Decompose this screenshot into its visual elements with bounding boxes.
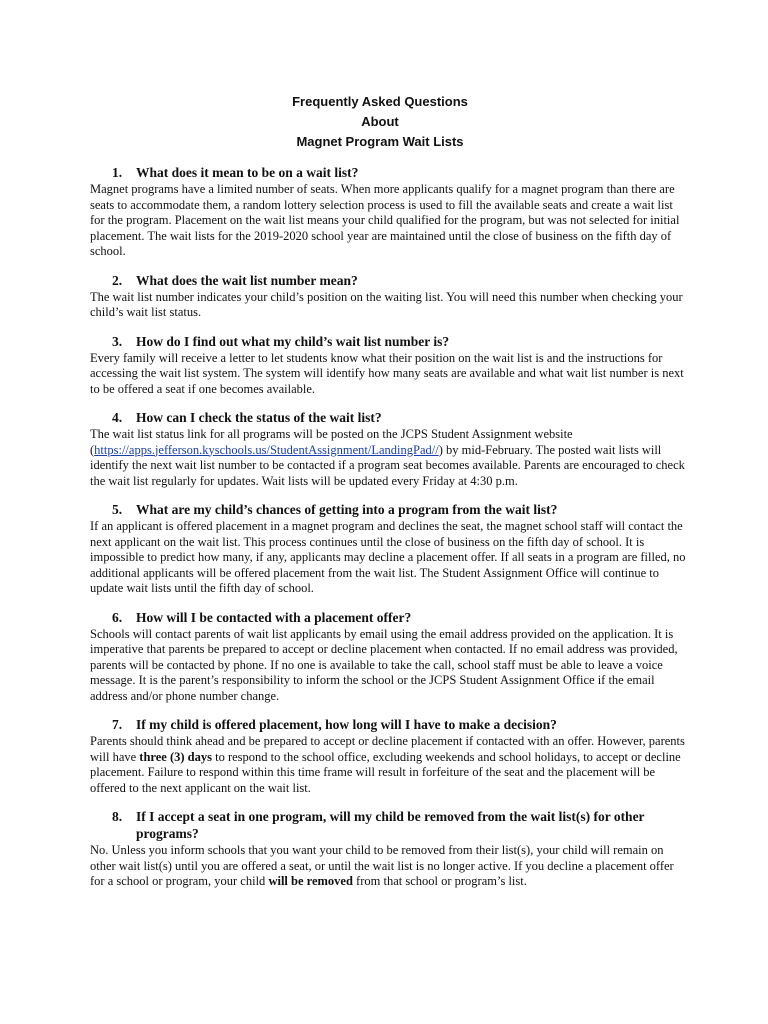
faq-question-text: What does it mean to be on a wait list? [136,165,359,180]
faq-answer-emphasis: three (3) days [139,749,212,764]
faq-item-2 [90,272,690,321]
faq-item-4 [90,409,690,489]
faq-question [90,501,690,518]
faq-answer: The wait list number indicates your child’s position on the waiting list. You will need this number when checking your child’s wait list status. [90,289,683,319]
faq-question [90,164,690,181]
faq-question-text: If I accept a seat in one program, will my child be removed from the wait list(s) for other programs? [136,809,645,841]
faq-question [90,272,690,289]
faq-question-text: How do I find out what my child’s wait list number is? [136,333,450,349]
faq-item-1 [90,164,690,260]
faq-answer: Schools will contact parents of wait list applicants by email using the email address provided on the application. It is imperative that parents be prepared to accept or decline placement when contacted. If no email address was provided, parents will be contacted by phone. If no one is available to take the call, school staff must be able to leave a voice message. It is the parent’s responsibility to inform the school or the JCPS Student Assignment Office if the email address and/or phone number change. [90,626,678,703]
faq-answer: Every family will receive a letter to let students know what their position on the wait list is and the instructions for accessing the wait list system. The system will identify how many seats are available and what wait list number is next to be offered a seat if one becomes available. [90,350,684,396]
faq-question-text: How will I be contacted with a placement offer? [136,609,412,625]
faq-question-text: What does the wait list number mean? [136,272,358,288]
faq-question [90,609,690,626]
title-line-3: Magnet Program Wait Lists [296,134,464,149]
faq-answer [90,734,690,796]
faq-answer-text: ) by mid-February. The posted wait lists will identify the next wait list number to be contacted if a program seat becomes available. Parents are encouraged to check the wait list regularly for updates. Wait lists will be updated every Friday at 4:30 p.m. [90,442,685,488]
faq-number: 2. [112,272,123,288]
faq-answer: If an applicant is offered placement in a magnet program and declines the seat, the magnet school staff will contact the next applicant on the wait list. This process continues until the close of business on the fifth day of school. It is impossible to predict how many, if any, applicants may decline a placement offer. If all seats in a program are filled, no additional applicants will be offered placement from the wait list. The Student Assignment Office will continue to update wait lists until the fifth day of school. [90,519,686,595]
faq-number: 6. [112,609,123,625]
faq-item-6 [90,609,690,705]
faq-number: 5. [112,502,123,517]
faq-number: 4. [112,410,123,425]
faq-item-7 [90,716,690,796]
faq-number: 3. [112,333,123,349]
document-page [90,92,690,890]
document-title [90,92,670,152]
faq-question [90,716,690,733]
faq-answer-text: from that school or program’s list. [352,874,527,888]
faq-answer-text: No. Unless you inform schools that you want your child to be removed from their list(s), your child will remain on other wait list(s) until you are offered a seat, or until the wait list is no longer active. If you decline a placement offer for a school or program, your child [90,843,674,888]
faq-answer [90,843,690,890]
faq-question-text: If my child is offered placement, how long will I have to make a decision? [136,717,557,732]
faq-item-8 [90,808,690,890]
faq-answer-text: Parents should think ahead and be prepared to accept or decline placement if contacted with an offer. However, parents will have [90,734,685,764]
faq-question [90,808,690,842]
faq-number: 1. [112,165,123,180]
student-assignment-link[interactable]: https://apps.jefferson.kyschools.us/StudentAssignment/LandingPad// [94,442,439,457]
faq-item-5 [90,501,690,597]
faq-question-text: What are my child’s chances of getting into a program from the wait list? [136,502,558,517]
faq-answer-text: to respond to the school office, excluding weekends and school holidays, to accept or decline placement. Failure to respond within this time frame will result in forfeiture of the seat and the placement will be offered to the next applicant on the wait list. [90,749,681,795]
title-line-1: Frequently Asked Questions [292,94,468,109]
faq-question-text: How can I check the status of the wait list? [136,410,382,425]
faq-answer-text: The wait list status link for all programs will be posted on the JCPS Student Assignment website ( [90,427,573,457]
faq-item-3 [90,333,690,398]
faq-answer-emphasis: will be removed [268,874,353,888]
title-line-2: About [361,114,399,129]
faq-question [90,333,690,350]
faq-answer: Magnet programs have a limited number of seats. When more applicants qualify for a magnet program than there are seats to accommodate them, a random lottery selection process is used to fill the available seats and create a wait list for the program. Placement on the wait list means your child qualified for the program, but was not selected for initial placement. The wait lists for the 2019-2020 school year are maintained until the close of business on the fifth day of school. [90,182,680,258]
faq-number: 8. [112,809,123,824]
faq-question [90,409,690,426]
faq-number: 7. [112,717,123,732]
faq-answer [90,427,690,489]
